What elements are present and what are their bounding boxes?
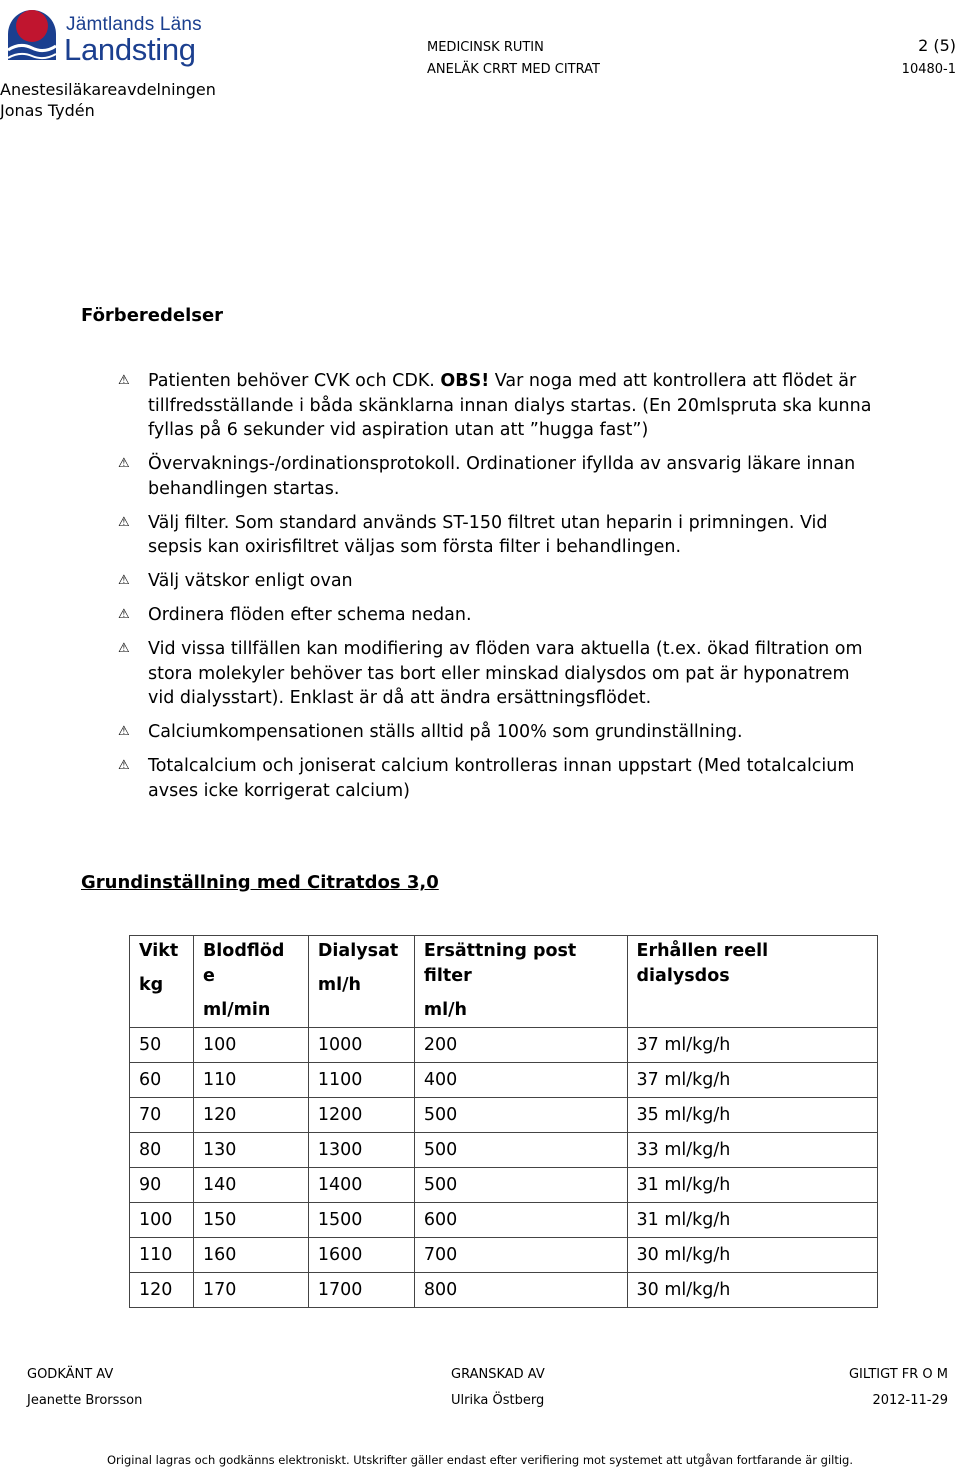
reviewed-label: GRANSKAD AV [451,1367,545,1382]
cell-dialysis-dose: 37 ml/kg/h [627,1063,877,1098]
cell-weight: 100 [130,1203,194,1238]
cell-weight: 60 [130,1063,194,1098]
cell-dialysis-dose: 37 ml/kg/h [627,1028,877,1063]
cell-replacement: 500 [414,1098,627,1133]
logo-line2: Landsting [64,32,196,67]
cell-blood-flow: 120 [193,1098,308,1133]
bullet-item [118,637,878,711]
dose-table [129,935,878,1308]
cell-dialysis-dose: 35 ml/kg/h [627,1098,877,1133]
bullet-icon: ⚠ [118,456,130,471]
document-title: ANELÄK CRRT MED CITRAT [427,62,600,77]
header-replacement: Ersättning post filter ml/h [414,936,627,1028]
bullet-highlight: OBS! [440,371,490,391]
cell-dialysis-dose: 30 ml/kg/h [627,1238,877,1273]
table-row [130,1028,878,1063]
cell-weight: 70 [130,1098,194,1133]
cell-dialysate: 1100 [308,1063,414,1098]
bullet-text-cont: Var noga med att kontrollera att flödet är tillfredsställande i båda skänklarna innan dialys startas. (En 20mlspruta ska kunna fyllas på 6 sekunder vid aspiration utan att ”hugga fast”) [148,371,872,440]
document-type: MEDICINSK RUTIN [427,40,544,55]
bullet-item [118,720,878,745]
header-dialysate: Dialysat ml/h [308,936,414,1028]
table-row [130,1098,878,1133]
cell-blood-flow: 140 [193,1168,308,1203]
logo [4,4,204,66]
cell-blood-flow: 130 [193,1133,308,1168]
header-blood-flow: Blodflöd e ml/min [193,936,308,1028]
valid-from-date: 2012-11-29 [872,1393,948,1408]
table-row [130,1238,878,1273]
approved-label: GODKÄNT AV [27,1367,114,1382]
bullet-text: Patienten behöver CVK och CDK. [148,371,441,391]
cell-dialysis-dose: 33 ml/kg/h [627,1133,877,1168]
table-title: Grundinställning med Citratdos 3,0 [81,872,439,893]
header-weight: Vikt kg [130,936,194,1028]
cell-blood-flow: 100 [193,1028,308,1063]
table-row [130,1063,878,1098]
approved-by: Jeanette Brorsson [27,1393,143,1408]
bullet-item [118,569,878,594]
cell-dialysate: 1300 [308,1133,414,1168]
cell-replacement: 400 [414,1063,627,1098]
table-row [130,1203,878,1238]
department: Anestesiläkareavdelningen [0,80,216,99]
valid-from-label: GILTIGT FR O M [848,1367,948,1382]
author: Jonas Tydén [0,101,95,120]
bullet-icon: ⚠ [118,514,130,530]
table-row [130,1133,878,1168]
bullet-text: Totalcalcium och joniserat calcium kontrolleras innan uppstart (Med totalcalcium avses icke korrigerat calcium) [148,756,855,801]
cell-weight: 110 [130,1238,194,1273]
bullet-text: Välj filter. Som standard används ST-150 filtret utan heparin i primningen. Vid sepsis kan oxirisfiltret väljas som första filter i behandlingen. [148,512,828,557]
cell-dialysate: 1200 [308,1098,414,1133]
bullet-text: Calciumkompensationen ställs alltid på 100% som grundinställning. [148,722,743,742]
bullet-text: Vid vissa tillfällen kan modifiering av flöden vara aktuella (t.ex. ökad filtration om stora molekyler behöver tas bort eller minskad dialysdos om pat är hyponatrem vid dialysstart). Enklast är då att ändra ersättningsflödet. [148,639,863,708]
bullet-text: Välj vätskor enligt ovan [148,571,353,591]
cell-replacement: 500 [414,1168,627,1203]
cell-blood-flow: 150 [193,1203,308,1238]
bullet-icon: ⚠ [118,607,130,622]
landsting-logo-icon [4,4,60,64]
bullet-icon: ⚠ [118,573,130,588]
cell-replacement: 700 [414,1238,627,1273]
bullet-item [118,754,878,803]
cell-blood-flow: 170 [193,1273,308,1308]
header-dialysis-dose: Erhållen reell dialysdos [627,936,877,1028]
bullet-icon: ⚠ [118,724,130,739]
table-row [130,1168,878,1203]
bullet-item [118,369,878,443]
table-row [130,1273,878,1308]
cell-dialysate: 1500 [308,1203,414,1238]
bullet-icon: ⚠ [118,373,130,388]
table-header-row [130,936,878,1028]
cell-dialysate: 1400 [308,1168,414,1203]
reviewed-by: Ulrika Östberg [451,1393,545,1408]
cell-weight: 80 [130,1133,194,1168]
document-number: 10480-1 [901,62,956,77]
page-number: 2 (5) [918,36,956,55]
bullet-icon: ⚠ [118,641,130,656]
cell-dialysate: 1600 [308,1238,414,1273]
cell-dialysate: 1000 [308,1028,414,1063]
bullet-item [118,511,878,560]
cell-blood-flow: 110 [193,1063,308,1098]
cell-weight: 50 [130,1028,194,1063]
cell-replacement: 800 [414,1273,627,1308]
cell-dialysis-dose: 31 ml/kg/h [627,1203,877,1238]
cell-weight: 120 [130,1273,194,1308]
bullet-list [118,369,878,813]
cell-replacement: 200 [414,1028,627,1063]
bullet-text: Övervaknings-/ordinationsprotokoll. Ordinationer ifyllda av ansvarig läkare innan behandlingen startas. [148,454,856,499]
cell-dialysis-dose: 30 ml/kg/h [627,1273,877,1308]
footer-note: Original lagras och godkänns elektroniskt. Utskrifter gäller endast efter verifiering mot systemet att utgåvan fortfarande är giltig. [107,1453,853,1467]
cell-dialysis-dose: 31 ml/kg/h [627,1168,877,1203]
logo-line1: Jämtlands Läns [66,14,202,35]
cell-dialysate: 1700 [308,1273,414,1308]
section-title: Förberedelser [81,305,224,326]
cell-weight: 90 [130,1168,194,1203]
bullet-item [118,603,878,628]
bullet-item [118,452,878,501]
bullet-icon: ⚠ [118,758,130,773]
cell-replacement: 600 [414,1203,627,1238]
cell-blood-flow: 160 [193,1238,308,1273]
cell-replacement: 500 [414,1133,627,1168]
bullet-text: Ordinera flöden efter schema nedan. [148,605,472,625]
